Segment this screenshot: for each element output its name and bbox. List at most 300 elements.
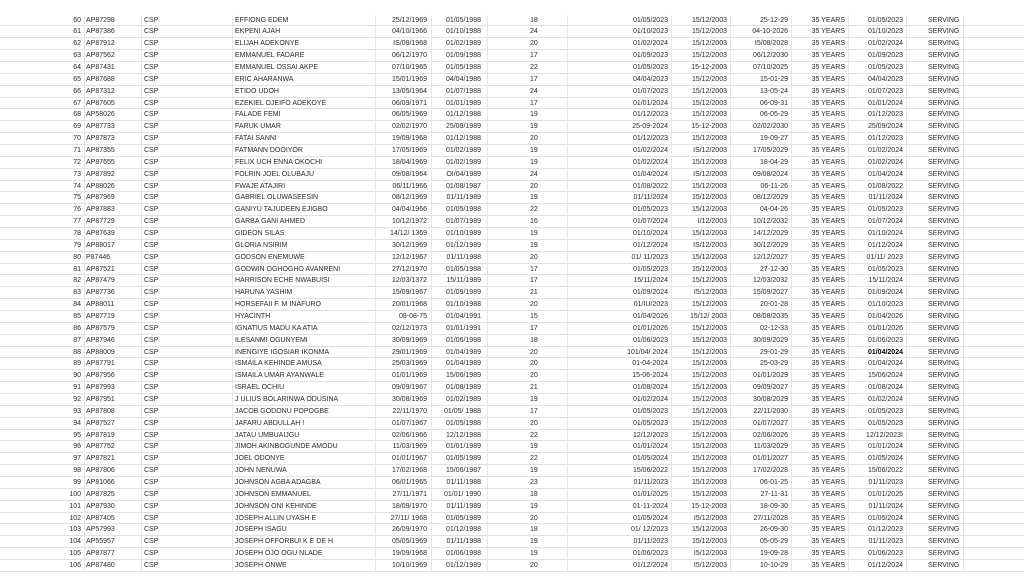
- empty-cell: [964, 524, 1024, 536]
- exit-date-cell: 01/05/2024: [849, 453, 907, 465]
- retirement-date-cell: 18-04-29: [731, 157, 792, 169]
- date-of-birth-cell: 27/11/1971: [376, 489, 432, 501]
- name-cell: IGNATIUS MADU KA ATIA: [233, 323, 376, 335]
- rank-cell: CSP: [142, 347, 233, 359]
- status-cell: SERVING: [907, 370, 964, 382]
- status-cell: SERVING: [907, 489, 964, 501]
- empty-cell: [964, 264, 1024, 276]
- number-cell: 24: [488, 169, 568, 181]
- number-cell: 19: [488, 536, 568, 548]
- service-years-cell: 35 YEARS: [792, 477, 849, 489]
- date-of-birth-cell: 18/04/1969: [376, 157, 432, 169]
- table-row: [0, 358, 1024, 370]
- date-cell: 15/06/2022: [568, 465, 672, 477]
- empty-cell: [964, 394, 1024, 406]
- date-of-appointment-cell: 01/05/1988: [432, 62, 488, 74]
- date-of-birth-cell: 06/05/1969: [376, 109, 432, 121]
- ap-number-cell: AP87912: [85, 38, 142, 50]
- status-cell: SERVING: [907, 465, 964, 477]
- status-cell: SERVING: [907, 299, 964, 311]
- number-cell: 20: [488, 358, 568, 370]
- exit-date-cell: 01/04/2024: [849, 358, 907, 370]
- service-years-cell: 35 YEARS: [792, 501, 849, 513]
- serial-number-cell: 89: [40, 358, 85, 370]
- serial-number-cell: 71: [40, 145, 85, 157]
- name-cell: ILESANMI OGUNYEMI: [233, 335, 376, 347]
- date-cell: 01/01/2024: [568, 441, 672, 453]
- table-row: [0, 204, 1024, 216]
- retirement-date-cell: 15-01-29: [731, 74, 792, 86]
- name-cell: J ULIUS BOLARINWA ODUSINA: [233, 394, 376, 406]
- date-cell: 15/12/2003: [672, 441, 731, 453]
- date-cell: 01/09/2024: [568, 287, 672, 299]
- exit-date-cell: 01/01/2024: [849, 98, 907, 110]
- ap-number-cell: AP87752: [85, 441, 142, 453]
- date-of-birth-cell: 04/10/1966: [376, 26, 432, 38]
- table-row: [0, 181, 1024, 193]
- empty-cell: [964, 370, 1024, 382]
- table-row: [0, 109, 1024, 121]
- date-cell: I5/12/2003: [672, 560, 731, 572]
- service-years-cell: 35 YEARS: [792, 121, 849, 133]
- retirement-date-cell: 17/02/2028: [731, 465, 792, 477]
- date-cell: 01/04/2026: [568, 311, 672, 323]
- date-of-birth-cell: 12/12/1967: [376, 252, 432, 264]
- date-of-birth-cell: 30/12/1969: [376, 240, 432, 252]
- exit-date-cell: 01/10/2023: [849, 299, 907, 311]
- table-row: [0, 299, 1024, 311]
- table-row: [0, 394, 1024, 406]
- name-cell: JAFARU ABDULLAH !: [233, 418, 376, 430]
- rank-cell: CSP: [142, 228, 233, 240]
- number-cell: 19: [488, 121, 568, 133]
- serial-number-cell: 85: [40, 311, 85, 323]
- retirement-date-cell: 17/05/2029: [731, 145, 792, 157]
- empty-cell: [964, 192, 1024, 204]
- name-cell: JOHN NENUWA: [233, 465, 376, 477]
- date-cell: 01/01/2025: [568, 489, 672, 501]
- empty-cell: [964, 501, 1024, 513]
- date-of-birth-cell: 15/09/1967: [376, 287, 432, 299]
- serial-number-cell: 63: [40, 50, 85, 62]
- status-cell: SERVING: [907, 145, 964, 157]
- date-cell: 15-12-2003: [672, 62, 731, 74]
- date-cell: 01/09/2023: [568, 50, 672, 62]
- date-cell: 15/11/2024: [568, 275, 672, 287]
- status-cell: SERVING: [907, 394, 964, 406]
- empty-cell: [964, 38, 1024, 50]
- status-cell: SERVING: [907, 358, 964, 370]
- date-cell: 01/05/2024: [568, 453, 672, 465]
- service-years-cell: 35 YEARS: [792, 133, 849, 145]
- status-cell: SERVING: [907, 335, 964, 347]
- rank-cell: CSP: [142, 323, 233, 335]
- number-cell: 22: [488, 430, 568, 442]
- serial-number-cell: 65: [40, 74, 85, 86]
- exit-date-cell: 01/01/2025: [849, 489, 907, 501]
- exit-date-cell: 01/01/2026: [849, 323, 907, 335]
- date-cell: IS/12/2003: [672, 240, 731, 252]
- status-cell: SERVING: [907, 252, 964, 264]
- ap-number-cell: AP88009: [85, 347, 142, 359]
- date-of-birth-cell: 08-08-75: [376, 311, 432, 323]
- status-cell: SERVING: [907, 86, 964, 98]
- name-cell: ISRAEL OCHIU: [233, 382, 376, 394]
- service-years-cell: 35 YEARS: [792, 323, 849, 335]
- service-years-cell: 35 YEARS: [792, 524, 849, 536]
- ap-number-cell: AP87946: [85, 335, 142, 347]
- date-of-appointment-cell: 01/12/1988: [432, 524, 488, 536]
- empty-cell: [964, 109, 1024, 121]
- date-cell: 01/07/2023: [568, 86, 672, 98]
- date-cell: 01/IU/2023: [568, 299, 672, 311]
- date-of-appointment-cell: 01/04/1991: [432, 311, 488, 323]
- empty-cell: [964, 240, 1024, 252]
- empty-cell: [964, 418, 1024, 430]
- status-cell: SERVING: [907, 311, 964, 323]
- status-cell: SERVING: [907, 524, 964, 536]
- ap-number-cell: AP87956: [85, 370, 142, 382]
- date-of-birth-cell: 08/12/1969: [376, 192, 432, 204]
- retirement-date-cell: 25-12-29: [731, 15, 792, 27]
- status-cell: SERVING: [907, 98, 964, 110]
- status-cell: SERVING: [907, 181, 964, 193]
- service-years-cell: 35 YEARS: [792, 169, 849, 181]
- date-of-birth-cell: 15/01/1969: [376, 74, 432, 86]
- date-of-birth-cell: 20/01/1968: [376, 299, 432, 311]
- exit-date-cell: 01/02/2024: [849, 145, 907, 157]
- service-years-cell: 35 YEARS: [792, 560, 849, 572]
- date-of-appointment-cell: 01/05/1988: [432, 264, 488, 276]
- number-cell: 22: [488, 204, 568, 216]
- date-of-appointment-cell: 01/05/1988: [432, 15, 488, 27]
- ap-number-cell: AP58026: [85, 109, 142, 121]
- date-of-birth-cell: 30/08/1969: [376, 394, 432, 406]
- exit-date-cell: 12/12/2023I: [849, 430, 907, 442]
- ap-number-cell: AP87355: [85, 145, 142, 157]
- serial-number-cell: 64: [40, 62, 85, 74]
- date-of-appointment-cell: 01/10/1988: [432, 299, 488, 311]
- ap-number-cell: AP57993: [85, 524, 142, 536]
- serial-number-cell: 76: [40, 204, 85, 216]
- date-of-birth-cell: IS/08/1968: [376, 38, 432, 50]
- number-cell: 20: [488, 370, 568, 382]
- table-row: [0, 275, 1024, 287]
- empty-cell: [964, 358, 1024, 370]
- date-of-appointment-cell: 01/02/1989: [432, 394, 488, 406]
- retirement-date-cell: 08/08/2035: [731, 311, 792, 323]
- ap-number-cell: AP87969: [85, 192, 142, 204]
- serial-number-cell: 69: [40, 121, 85, 133]
- table-row: [0, 157, 1024, 169]
- rank-cell: CSP: [142, 109, 233, 121]
- ap-number-cell: AP87431: [85, 62, 142, 74]
- ap-number-cell: AP87521: [85, 264, 142, 276]
- rank-cell: CSP: [142, 299, 233, 311]
- exit-date-cell: 01/11/2023: [849, 536, 907, 548]
- status-cell: SERVING: [907, 133, 964, 145]
- ap-number-cell: P87446: [85, 252, 142, 264]
- date-cell: 01/12/2024: [568, 560, 672, 572]
- name-cell: JOHNSON ONI KEHINDE: [233, 501, 376, 513]
- date-cell: 15/12/2003: [672, 465, 731, 477]
- name-cell: GIDEON SILAS: [233, 228, 376, 240]
- date-of-birth-cell: 25/12/1969: [376, 15, 432, 27]
- date-cell: 01/08/2022: [568, 181, 672, 193]
- retirement-date-cell: 07/10/2025: [731, 62, 792, 74]
- rank-cell: CSP: [142, 157, 233, 169]
- date-cell: 15/12/2003: [672, 418, 731, 430]
- empty-cell: [964, 477, 1024, 489]
- number-cell: 16: [488, 216, 568, 228]
- exit-date-cell: 15/11/2024: [849, 275, 907, 287]
- retirement-date-cell: I5/08/2028: [731, 38, 792, 50]
- date-cell: 15/12/2003: [672, 430, 731, 442]
- date-of-birth-cell: 17/02/1968: [376, 465, 432, 477]
- rank-cell: CSP: [142, 489, 233, 501]
- empty-cell: [964, 347, 1024, 359]
- name-cell: JOSEPH OFFORBUI K E DE H: [233, 536, 376, 548]
- status-cell: SERVING: [907, 347, 964, 359]
- retirement-date-cell: 01/01/2027: [731, 453, 792, 465]
- service-years-cell: 35 YEARS: [792, 536, 849, 548]
- empty-cell: [964, 275, 1024, 287]
- exit-date-cell: 15/06/2022: [849, 465, 907, 477]
- serial-number-cell: 73: [40, 169, 85, 181]
- table-row: [0, 38, 1024, 50]
- date-cell: 15-12-2003: [672, 121, 731, 133]
- serial-number-cell: 67: [40, 98, 85, 110]
- retirement-date-cell: 22/11/2030: [731, 406, 792, 418]
- date-of-appointment-cell: 01/01/1991: [432, 323, 488, 335]
- date-cell: 01/12/2023: [568, 109, 672, 121]
- table-row: [0, 216, 1024, 228]
- date-cell: I5/12/2003: [672, 548, 731, 560]
- serial-number-cell: 82: [40, 275, 85, 287]
- exit-date-cell: 01/01/2024: [849, 441, 907, 453]
- date-of-birth-cell: 01/01/1969: [376, 370, 432, 382]
- empty-cell: [964, 465, 1024, 477]
- date-of-birth-cell: 04/04/1966: [376, 204, 432, 216]
- date-of-appointment-cell: 01/02/1989: [432, 145, 488, 157]
- name-cell: JOSEPH OJO OGU NLADE: [233, 548, 376, 560]
- status-cell: SERVING: [907, 513, 964, 525]
- service-years-cell: 35 YEARS: [792, 275, 849, 287]
- retirement-date-cell: 01/01/2029: [731, 370, 792, 382]
- status-cell: SERVING: [907, 204, 964, 216]
- number-cell: 18: [488, 15, 568, 27]
- date-of-appointment-cell: 01/10/1988: [432, 26, 488, 38]
- table-row: [0, 335, 1024, 347]
- exit-date-cell: 15/06/2024: [849, 370, 907, 382]
- date-of-appointment-cell: 01/01/1989: [432, 441, 488, 453]
- date-of-appointment-cell: 01/07/1988: [432, 86, 488, 98]
- date-of-appointment-cell: 01/11/1988: [432, 477, 488, 489]
- table-row: [0, 441, 1024, 453]
- date-of-appointment-cell: 01/02/1989: [432, 157, 488, 169]
- serial-number-cell: 92: [40, 394, 85, 406]
- date-of-birth-cell: 10/10/1969: [376, 560, 432, 572]
- service-years-cell: 35 YEARS: [792, 228, 849, 240]
- rank-cell: CSP: [142, 465, 233, 477]
- number-cell: 15: [488, 311, 568, 323]
- retirement-date-cell: 05-05-29: [731, 536, 792, 548]
- rank-cell: CSP: [142, 62, 233, 74]
- number-cell: 17: [488, 74, 568, 86]
- exit-date-cell: 01/05/2023: [849, 406, 907, 418]
- empty-cell: [964, 145, 1024, 157]
- name-cell: GODSON ENEMUWE: [233, 252, 376, 264]
- number-cell: 19: [488, 501, 568, 513]
- name-cell: JOSEPH ISAGU: [233, 524, 376, 536]
- rank-cell: CSP: [142, 406, 233, 418]
- ap-number-cell: AP81066: [85, 477, 142, 489]
- serial-number-cell: 106: [40, 560, 85, 572]
- exit-date-cell: 01/05/2023: [849, 15, 907, 27]
- empty-cell: [964, 169, 1024, 181]
- number-cell: 19: [488, 192, 568, 204]
- ap-number-cell: AP87386: [85, 26, 142, 38]
- serial-number-cell: 98: [40, 465, 85, 477]
- date-of-birth-cell: 19/09/1968: [376, 548, 432, 560]
- number-cell: 17: [488, 98, 568, 110]
- ap-number-cell: AP87825: [85, 489, 142, 501]
- retirement-date-cell: 04-10-2026: [731, 26, 792, 38]
- table-row: [0, 287, 1024, 299]
- table-row: [0, 192, 1024, 204]
- serial-number-cell: 70: [40, 133, 85, 145]
- exit-date-cell: 01/12/2024: [849, 240, 907, 252]
- name-cell: JIMOH AKINBOGUNDE AMODU: [233, 441, 376, 453]
- empty-cell: [964, 157, 1024, 169]
- date-of-appointment-cell: 01/07/1989: [432, 216, 488, 228]
- service-years-cell: 35 YEARS: [792, 489, 849, 501]
- exit-date-cell: 01/12/2023: [849, 109, 907, 121]
- empty-cell: [964, 15, 1024, 27]
- ap-number-cell: AP87883: [85, 204, 142, 216]
- date-of-appointment-cell: 01/11/1988: [432, 536, 488, 548]
- service-years-cell: 35 YEARS: [792, 216, 849, 228]
- empty-cell: [964, 50, 1024, 62]
- status-cell: SERVING: [907, 406, 964, 418]
- rank-cell: CSP: [142, 382, 233, 394]
- rank-cell: CSP: [142, 418, 233, 430]
- exit-date-cell: 01/07/2024: [849, 216, 907, 228]
- service-years-cell: 35 YEARS: [792, 347, 849, 359]
- serial-number-cell: 100: [40, 489, 85, 501]
- date-of-appointment-cell: 15/11/1989: [432, 275, 488, 287]
- service-years-cell: 35 YEARS: [792, 74, 849, 86]
- retirement-date-cell: 06-11-26: [731, 181, 792, 193]
- date-cell: 01/04/2024: [568, 169, 672, 181]
- exit-date-cell: 01/05/2023: [849, 264, 907, 276]
- table-row: [0, 311, 1024, 323]
- date-cell: 01/05/2023: [568, 418, 672, 430]
- retirement-date-cell: 06-01-25: [731, 477, 792, 489]
- date-of-appointment-cell: 01/09/1988: [432, 50, 488, 62]
- empty-cell: [964, 560, 1024, 572]
- rank-cell: CSP: [142, 441, 233, 453]
- empty-cell: [964, 513, 1024, 525]
- exit-date-cell: 01/04/2024: [849, 347, 907, 359]
- table-row: [0, 418, 1024, 430]
- status-cell: SERVING: [907, 536, 964, 548]
- exit-date-cell: 01/05/2023: [849, 62, 907, 74]
- date-cell: 15/12/2003: [672, 98, 731, 110]
- date-of-appointment-cell: 01/05/1988: [432, 418, 488, 430]
- retirement-date-cell: 30/09/2029: [731, 335, 792, 347]
- rank-cell: CSP: [142, 86, 233, 98]
- empty-cell: [964, 74, 1024, 86]
- name-cell: EZEKIEL OJEIFO ADEKOYE: [233, 98, 376, 110]
- rank-cell: CSP: [142, 204, 233, 216]
- date-cell: 15/12/2003: [672, 74, 731, 86]
- table-row: [0, 169, 1024, 181]
- rank-cell: CSP: [142, 192, 233, 204]
- table-row: [0, 524, 1024, 536]
- service-years-cell: 35 YEARS: [792, 192, 849, 204]
- exit-date-cell: 01/11/2024: [849, 192, 907, 204]
- date-of-appointment-cell: 01/04/1989: [432, 347, 488, 359]
- date-cell: 15/12/2003: [672, 109, 731, 121]
- serial-number-cell: 102: [40, 513, 85, 525]
- name-cell: FALADE FEMI: [233, 109, 376, 121]
- service-years-cell: 35 YEARS: [792, 109, 849, 121]
- table-row: [0, 560, 1024, 572]
- date-cell: 15/12/2003: [672, 157, 731, 169]
- table-row: [0, 240, 1024, 252]
- serial-number-cell: 68: [40, 109, 85, 121]
- retirement-date-cell: 13-05-24: [731, 86, 792, 98]
- service-years-cell: 35 YEARS: [792, 453, 849, 465]
- table-row: [0, 62, 1024, 74]
- number-cell: 18: [488, 524, 568, 536]
- name-cell: HARRISON ECHE NWABUISI: [233, 275, 376, 287]
- status-cell: SERVING: [907, 430, 964, 442]
- number-cell: 20: [488, 560, 568, 572]
- table-row: [0, 145, 1024, 157]
- ap-number-cell: AP87951: [85, 394, 142, 406]
- date-of-birth-cell: 12/03/1372: [376, 275, 432, 287]
- empty-cell: [964, 489, 1024, 501]
- date-of-birth-cell: 17/05/1969: [376, 145, 432, 157]
- exit-date-cell: 01/02/2024: [849, 157, 907, 169]
- date-of-birth-cell: 29/01/1969: [376, 347, 432, 359]
- empty-cell: [964, 287, 1024, 299]
- date-cell: 15/12/2003: [672, 477, 731, 489]
- retirement-date-cell: 01/07/2027: [731, 418, 792, 430]
- ap-number-cell: AP87480: [85, 560, 142, 572]
- ap-number-cell: AP87688: [85, 74, 142, 86]
- date-of-birth-cell: 06/01/1965: [376, 477, 432, 489]
- date-cell: 01/11/2024: [568, 192, 672, 204]
- rank-cell: CSP: [142, 524, 233, 536]
- name-cell: FWAJE ATAJIRI: [233, 181, 376, 193]
- rank-cell: CSP: [142, 133, 233, 145]
- date-cell: 15/12/2003: [672, 489, 731, 501]
- name-cell: HYACINTH: [233, 311, 376, 323]
- number-cell: 22: [488, 62, 568, 74]
- rank-cell: CSP: [142, 216, 233, 228]
- date-cell: 25-09-2024: [568, 121, 672, 133]
- date-of-appointment-cell: 15/06/1989: [432, 370, 488, 382]
- empty-cell: [964, 382, 1024, 394]
- date-cell: 01/12/2023: [568, 133, 672, 145]
- empty-cell: [964, 121, 1024, 133]
- rank-cell: CSP: [142, 513, 233, 525]
- serial-number-cell: 84: [40, 299, 85, 311]
- service-years-cell: 35 YEARS: [792, 145, 849, 157]
